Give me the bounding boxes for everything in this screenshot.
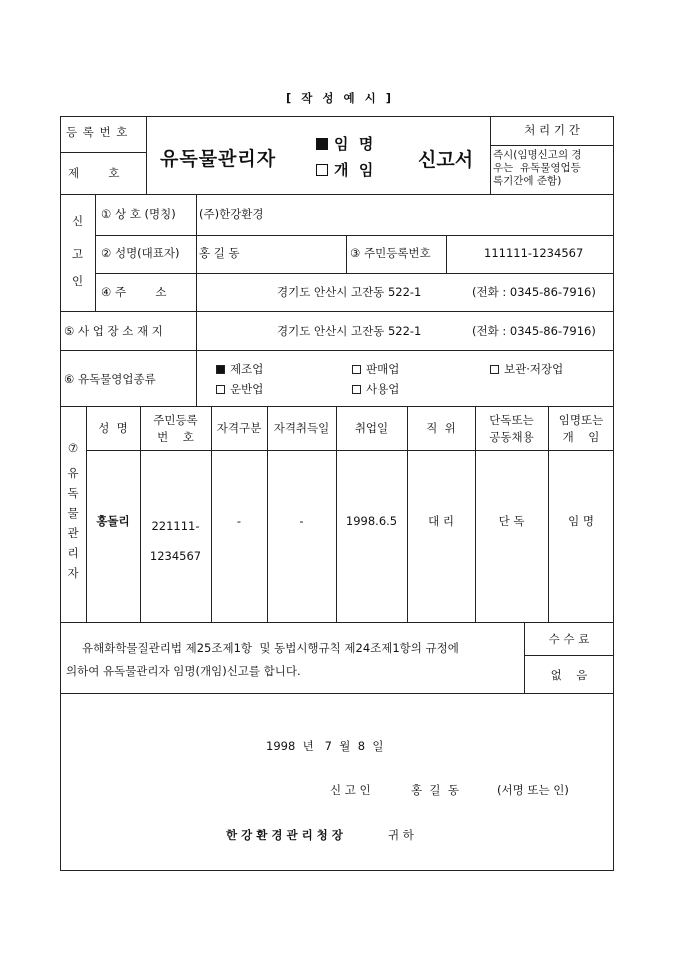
option-use[interactable] (352, 384, 399, 396)
rep-value: 홍 길 동 (199, 246, 240, 260)
option-label: 운반업 (230, 382, 264, 396)
header-rrn-1: 주민등록 (153, 413, 198, 427)
option-storage[interactable] (490, 364, 563, 376)
manager-employ: 단 독 (498, 514, 525, 528)
workplace-label: ⑤ 사 업 장 소 재 지 (64, 324, 163, 338)
reg-no-label: 등 록 번 호 (66, 125, 129, 139)
header-appoint-2: 개 임 (562, 430, 600, 444)
header-employ-1: 단독또는 (489, 413, 534, 427)
header-rrn-2: 번 호 (157, 430, 194, 444)
period-text (493, 149, 582, 188)
dismiss-checkbox[interactable] (316, 164, 328, 176)
header-rrn (140, 412, 211, 446)
use-checkbox[interactable] (352, 385, 361, 394)
header-employ (475, 412, 548, 446)
manufacturing-checkbox[interactable] (216, 365, 225, 374)
fee-value: 없 음 (550, 668, 588, 682)
option-label: 사용업 (366, 382, 400, 396)
addr-label: ④ 주 소 (101, 285, 167, 299)
appoint-label: 임 명 (334, 135, 374, 153)
dismiss-label: 개 임 (334, 161, 374, 179)
applicant-side-2: 고 (71, 247, 84, 261)
manager-rrn-2: 1234567 (149, 549, 202, 563)
manager-hire-date: 1998.6.5 (345, 514, 398, 528)
manager-rrn-1: 221111- (151, 519, 200, 533)
form-border (60, 116, 614, 871)
example-title: [ 작 성 예 시 ] (286, 91, 394, 105)
business-label: ⑥ 유독물영업종류 (64, 372, 156, 386)
option-label: 제조업 (230, 362, 264, 376)
report-label: 신고서 (418, 149, 474, 171)
header-employ-2: 공동채용 (489, 430, 534, 444)
form-name: 유독물관리자 (160, 148, 277, 170)
side-char: 유 (67, 466, 79, 480)
manager-position: 대 리 (428, 514, 454, 528)
header-position: 직 위 (426, 421, 456, 435)
recipient-suffix: 귀 하 (388, 828, 414, 842)
recipient: 한 강 환 경 관 리 청 장 (226, 828, 343, 842)
report-date: 1998 년 7 월 8 일 (266, 739, 384, 753)
manager-side-label (60, 463, 86, 583)
manager-rrn (140, 511, 211, 571)
side-char: 자 (67, 566, 79, 580)
rrn-label: ③ 주민등록번호 (350, 246, 431, 260)
company-value: (주)한강환경 (199, 207, 264, 221)
transport-checkbox[interactable] (216, 385, 225, 394)
header-name: 성 명 (98, 421, 128, 435)
reporter-label: 신 고 인 (330, 783, 371, 797)
appoint-checkbox[interactable] (316, 138, 328, 150)
title-no-label: 제 호 (68, 166, 120, 180)
appoint-option[interactable] (316, 133, 373, 154)
side-char: 물 (67, 506, 79, 520)
header-qual-date: 자격취득일 (273, 421, 330, 435)
header-qual: 자격구분 (216, 421, 262, 435)
manager-qual-date: - (299, 514, 304, 528)
statement-line-1: 유해화학물질관리법 제25조제1항 및 동법시행규칙 제24조제1항의 규정에 (82, 641, 459, 655)
addr-value: 경기도 안산시 고잔동 522-1 (277, 285, 422, 299)
side-char: 관 (67, 526, 79, 540)
period-line-1: 즉시(임명신고의 경 (493, 149, 582, 161)
side-char: 리 (67, 546, 79, 560)
manager-qual: - (236, 514, 242, 528)
workplace-value: 경기도 안산시 고잔동 522-1 (277, 324, 422, 338)
workplace-phone: (전화 : 0345-86-7916) (472, 324, 596, 338)
rrn-value: 111111-1234567 (484, 246, 584, 260)
applicant-side-1: 신 (71, 214, 84, 228)
period-title: 처 리 기 간 (524, 123, 580, 137)
option-transport[interactable] (216, 384, 263, 396)
statement-line-2: 의하여 유독물관리자 임명(개임)신고를 합니다. (66, 664, 301, 678)
period-line-3: 록기간에 준함) (493, 175, 562, 187)
header-appoint (548, 412, 614, 446)
manager-appoint: 임 명 (568, 514, 594, 528)
option-sales[interactable] (352, 364, 399, 376)
dismiss-option[interactable] (316, 159, 373, 180)
addr-phone: (전화 : 0345-86-7916) (472, 285, 596, 299)
header-hire-date: 취업일 (354, 421, 389, 435)
sales-checkbox[interactable] (352, 365, 361, 374)
option-label: 보관·저장업 (504, 362, 564, 376)
option-label: 판매업 (366, 362, 400, 376)
applicant-side-3: 인 (71, 274, 84, 288)
storage-checkbox[interactable] (490, 365, 499, 374)
option-manufacturing[interactable] (216, 364, 263, 376)
header-appoint-1: 임명또는 (558, 413, 604, 427)
sign-note: (서명 또는 인) (497, 783, 569, 797)
reporter-name: 홍 길 동 (411, 783, 459, 797)
rep-label: ② 성명(대표자) (101, 246, 180, 260)
company-label: ① 상 호 (명칭) (101, 207, 176, 221)
side-char: 독 (67, 486, 79, 500)
fee-label: 수 수 료 (548, 632, 590, 646)
period-line-2: 우는 유독물영업등 (493, 162, 581, 174)
manager-side-number: ⑦ (67, 441, 79, 455)
manager-name: 홍돌리 (96, 514, 130, 528)
